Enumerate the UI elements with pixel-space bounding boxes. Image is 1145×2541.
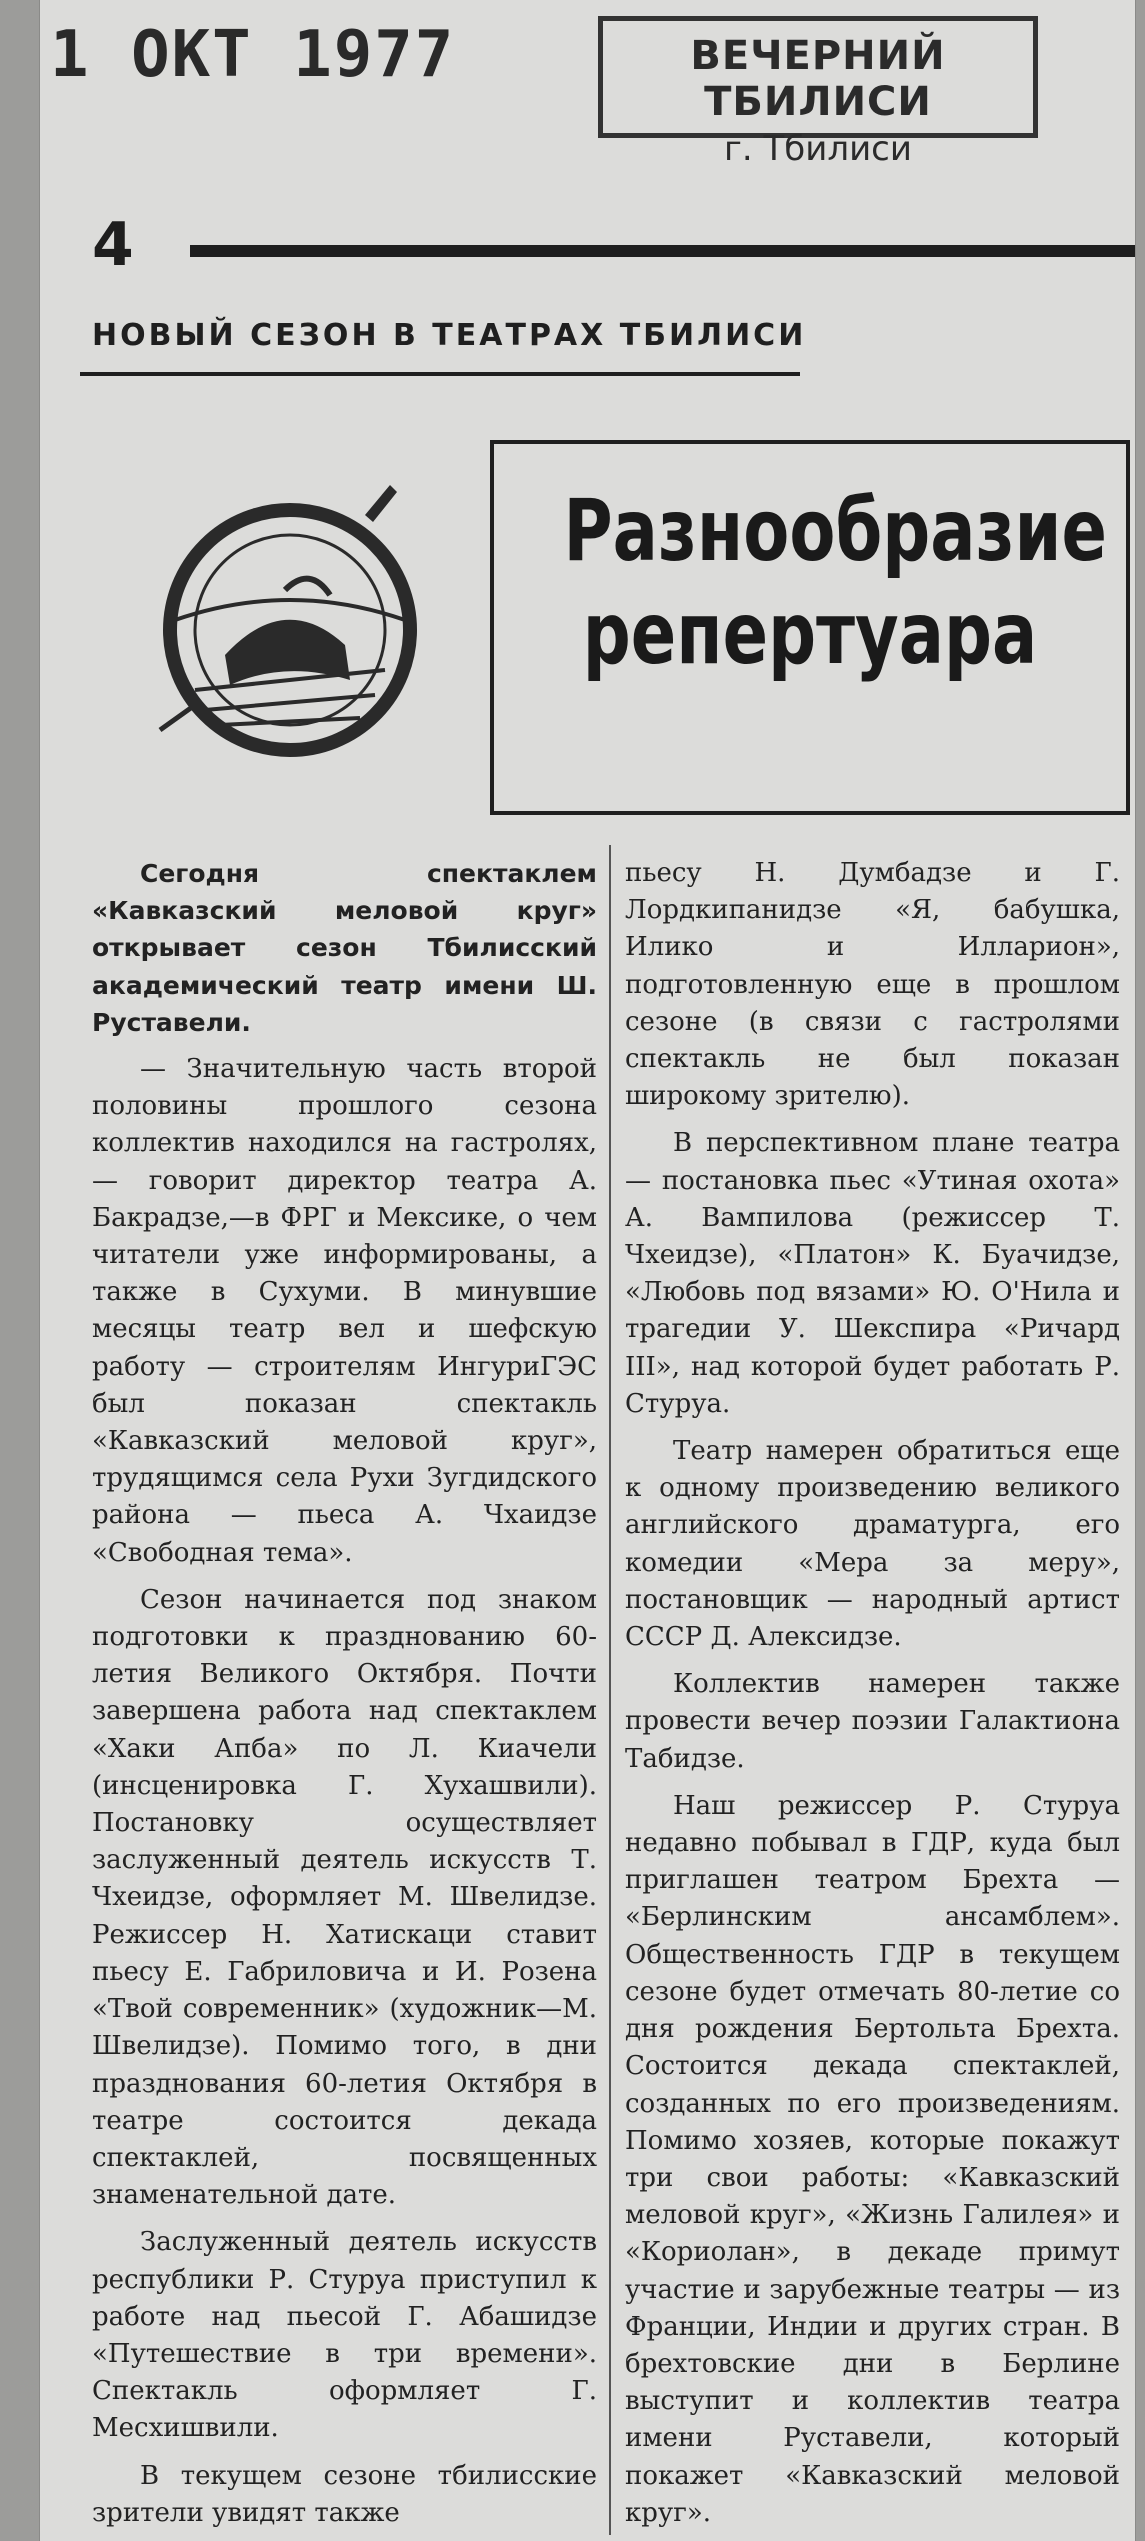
newspaper-name: ВЕЧЕРНИЙ ТБИЛИСИ — [690, 33, 946, 125]
newspaper-clipping — [40, 0, 1135, 2541]
article-paragraph: — Значительную часть второй половины прошлого сезона коллектив находился на гастролях, — говорит директор театра А. Бакрадзе,—в ФРГ и Мексике, о чем читатели уже информированы, а также в Сухуми. В минувшие месяцы театр вел и шефскую работу — строителям ИнгуриГЭС был показан спектакль «Кавказский меловой круг», трудящимся села Рухи Зугдидского района — пьеса А. Чхаидзе «Свободная тема». — [92, 1054, 597, 1568]
article-paragraph: Коллектив намерен также провести вечер поэзии Галактиона Табидзе. — [625, 1669, 1120, 1774]
newspaper-stamp — [598, 16, 1038, 169]
theatre-emblem-icon — [135, 470, 445, 780]
rubric-title: НОВЫЙ СЕЗОН В ТЕАТРАХ ТБИЛИСИ — [92, 318, 807, 353]
headline-line-2: репертуара — [582, 584, 1038, 685]
article-paragraph: Театр намерен обратиться еще к одному произведению великого английского драматурга, его комедии «Мера за меру», постановщик — народный артист СССР Д. Алексидзе. — [625, 1436, 1120, 1653]
article-paragraph: пьесу Н. Думбадзе и Г. Лордкипанидзе «Я, бабушка, Илико и Илларион», подготовленную еще в прошлом сезоне (в связи с гастролями спектакль не был показан широкому зрителю). — [625, 858, 1120, 1112]
headline-box — [490, 440, 1130, 815]
article-paragraph: В текущем сезоне тбилисские зрители увидят также — [92, 2460, 597, 2528]
newspaper-city: г. Тбилиси — [724, 129, 912, 169]
top-rule — [190, 245, 1135, 257]
article-paragraph: Наш режиссер Р. Стуруа недавно побывал в ГДР, куда был приглашен театром Брехта — «Берлинским ансамблем». Общественность ГДР в текущем сезоне будет отмечать 80-летие со дня рождения Бертольта Брехта. Состоится декада спектаклей, созданных по его произведениям. Помимо хозяев, которые покажут три свои работы: «Кавказский меловой круг», «Жизнь Галилея» и «Кориолан», в декаде примут участие и зарубежные театры — из Франции, Индии и других стран. В брехтовские дни в Берлине выступит и коллектив театра имени Руставели, который покажет «Кавказский меловой круг». — [625, 1790, 1120, 2528]
date-stamp: 1 ОКТ 1977 — [50, 18, 456, 92]
column-divider — [609, 845, 611, 2535]
page-number: 4 — [92, 210, 134, 280]
article-lead: Сегодня спектаклем «Кавказский меловой круг» открывает сезон Тбилисский академический театр имени Ш. Руставели. — [92, 859, 597, 1037]
headline-line-1: Разнообразие — [563, 481, 1108, 581]
article-paragraph: Сезон начинается под знаком подготовки к празднованию 60-летия Великого Октября. Почти завершена работа над спектаклем «Хаки Апба» по Л. Киачели (инсценировка Г. Хухашвили). Постановку осуществляет заслуженный деятель искусств Т. Чхеидзе, оформляет М. Швелидзе. Режиссер Н. Хатискаци ставит пьесу Е. Габриловича и И. Розена «Твой современник» (художник—М. Швелидзе). Помимо того, в дни празднования 60-летия Октября в театре состоится декада спектаклей, посвященных знаменательной дате. — [92, 1584, 597, 2211]
article-column-1 — [92, 855, 597, 2532]
article-paragraph: Заслуженный деятель искусств республики Р. Стуруа приступил к работе над пьесой Г. Абашидзе «Путешествие в три времени». Спектакль оформляет Г. Месхишвили. — [92, 2227, 597, 2444]
rubric-rule — [80, 372, 800, 376]
article-column-2 — [625, 855, 1120, 2532]
article-paragraph: В перспективном плане театра — постановка пьес «Утиная охота» А. Вампилова (режиссер Т. Чхеидзе), «Платон» К. Буачидзе, «Любовь под вязами» Ю. О'Нила и трагедии У. Шекспира «Ричард III», над которой будет работать Р. Стуруа. — [625, 1128, 1120, 1419]
